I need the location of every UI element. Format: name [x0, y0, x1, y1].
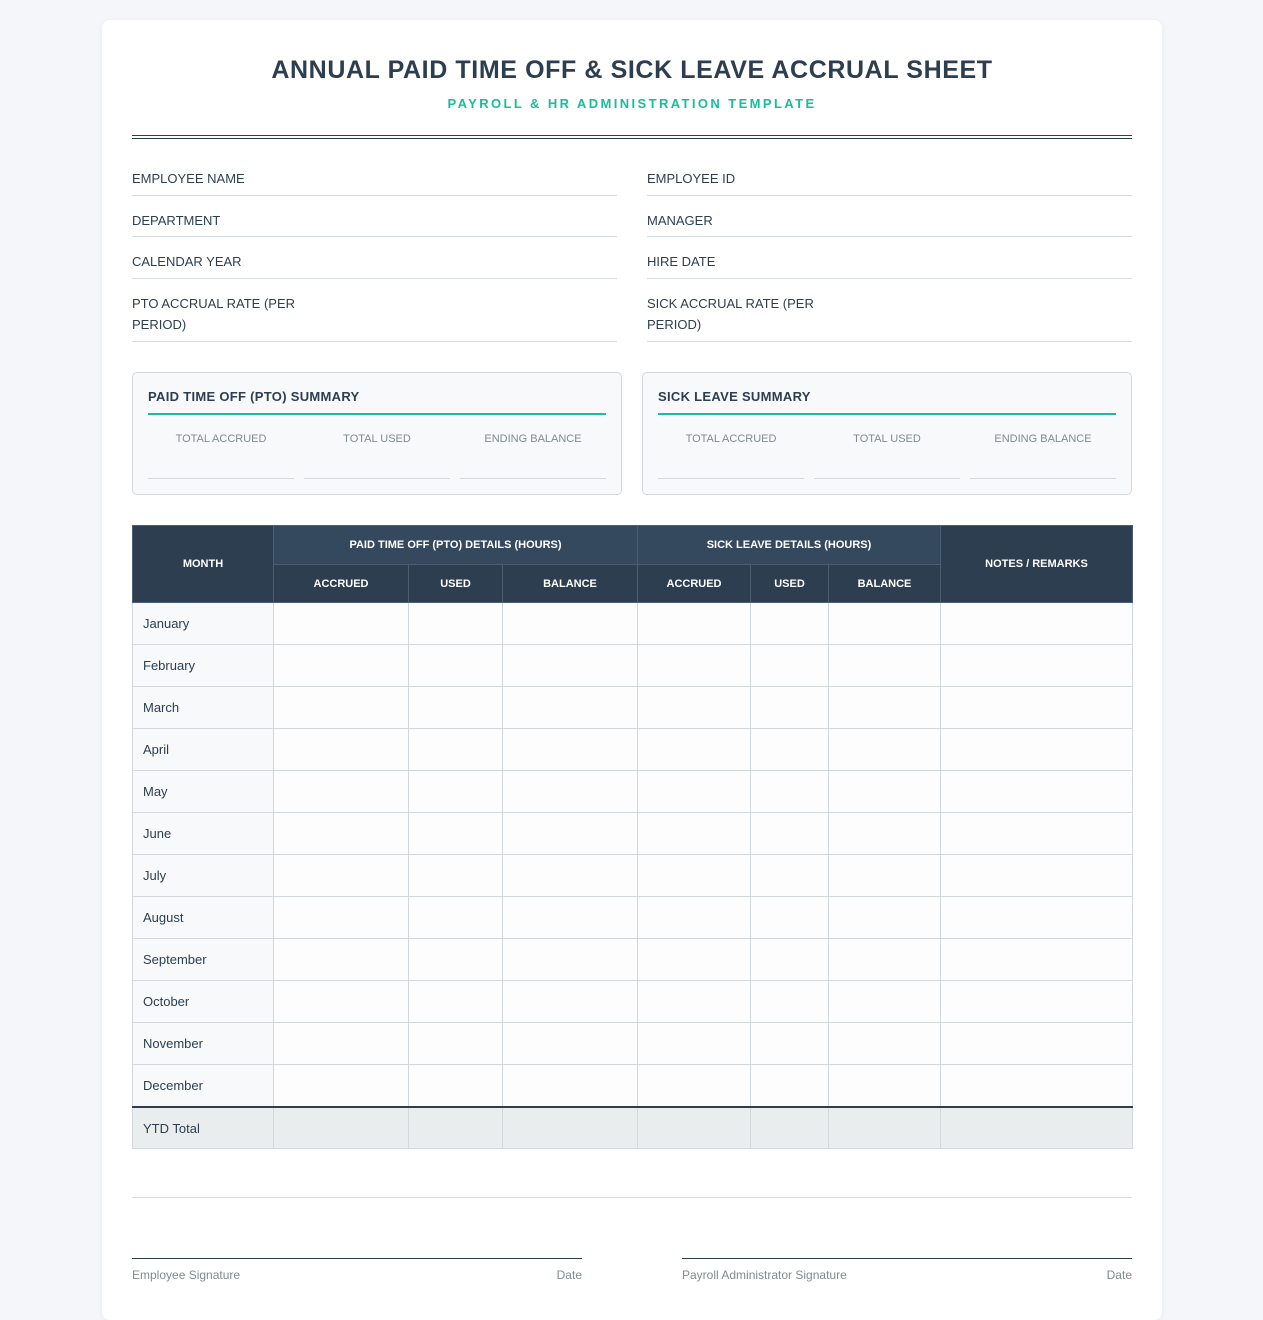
- notes-cell[interactable]: [941, 981, 1133, 1023]
- sick-accrued-cell[interactable]: [638, 939, 751, 981]
- pto-used-cell[interactable]: [409, 939, 503, 981]
- month-label: November: [133, 1023, 274, 1065]
- notes-cell[interactable]: [941, 603, 1133, 645]
- month-header: MONTH: [133, 526, 274, 603]
- employee-name-field[interactable]: [132, 168, 617, 196]
- table-row: [133, 981, 1133, 1023]
- sick-ending-balance[interactable]: [970, 433, 1116, 479]
- ytd-notes-cell[interactable]: [941, 1107, 1133, 1149]
- pto-summary-title: PAID TIME OFF (PTO) SUMMARY: [148, 389, 606, 415]
- signature-divider: [132, 1197, 1132, 1198]
- pto-accrued-cell[interactable]: [274, 603, 409, 645]
- pto-used-cell[interactable]: [409, 855, 503, 897]
- pto-accrued-cell[interactable]: [274, 729, 409, 771]
- pto-used-cell[interactable]: [409, 729, 503, 771]
- admin-date-label: Date: [1106, 1268, 1132, 1282]
- sick-accrued-cell[interactable]: [638, 603, 751, 645]
- sick-accrued-cell[interactable]: [638, 771, 751, 813]
- notes-cell[interactable]: [941, 1065, 1133, 1108]
- pto-ending-balance-label: ENDING BALANCE: [484, 433, 582, 445]
- sick-balance-cell[interactable]: [829, 897, 941, 939]
- sick-used-header: USED: [751, 565, 829, 603]
- sick-used-cell[interactable]: [751, 981, 829, 1023]
- sick-balance-cell[interactable]: [829, 939, 941, 981]
- notes-cell[interactable]: [941, 855, 1133, 897]
- employee-name-label: EMPLOYEE NAME: [132, 171, 245, 186]
- sick-accrued-cell[interactable]: [638, 981, 751, 1023]
- sick-balance-cell[interactable]: [829, 729, 941, 771]
- notes-cell[interactable]: [941, 813, 1133, 855]
- table-row: [133, 729, 1133, 771]
- hire-date-field[interactable]: [647, 251, 1132, 279]
- sick-balance-cell[interactable]: [829, 771, 941, 813]
- sick-used-cell[interactable]: [751, 1023, 829, 1065]
- month-label: January: [133, 603, 274, 645]
- page-title: ANNUAL PAID TIME OFF & SICK LEAVE ACCRUAL SHEET: [271, 56, 993, 84]
- pto-accrued-cell[interactable]: [274, 645, 409, 687]
- table-row: [133, 687, 1133, 729]
- sick-total-accrued-label: TOTAL ACCRUED: [685, 433, 777, 445]
- pto-accrued-cell[interactable]: [274, 939, 409, 981]
- sick-balance-cell[interactable]: [829, 687, 941, 729]
- ytd-pto-balance-cell[interactable]: [503, 1107, 638, 1149]
- sick-summary-card: [642, 372, 1132, 495]
- department-label: DEPARTMENT: [132, 213, 221, 228]
- sick-total-used[interactable]: [814, 433, 960, 479]
- sick-accrual-rate-field[interactable]: [647, 293, 1132, 342]
- pto-balance-cell[interactable]: [503, 729, 638, 771]
- month-label: August: [133, 897, 274, 939]
- month-label: December: [133, 1065, 274, 1108]
- notes-cell[interactable]: [941, 645, 1133, 687]
- pto-accrual-rate-field[interactable]: [132, 293, 617, 342]
- pto-balance-cell[interactable]: [503, 855, 638, 897]
- table-row: [133, 855, 1133, 897]
- pto-accrued-cell[interactable]: [274, 1023, 409, 1065]
- sick-used-cell[interactable]: [751, 897, 829, 939]
- pto-accrued-cell[interactable]: [274, 981, 409, 1023]
- sick-balance-cell[interactable]: [829, 1023, 941, 1065]
- pto-accrued-cell[interactable]: [274, 1065, 409, 1108]
- pto-balance-cell[interactable]: [503, 603, 638, 645]
- employee-date-label: Date: [556, 1268, 582, 1282]
- pto-used-cell[interactable]: [409, 981, 503, 1023]
- page-subtitle: PAYROLL & HR ADMINISTRATION TEMPLATE: [447, 96, 817, 111]
- month-label: February: [133, 645, 274, 687]
- month-label: March: [133, 687, 274, 729]
- ytd-total-label: YTD Total: [133, 1107, 274, 1149]
- pto-used-cell[interactable]: [409, 1065, 503, 1108]
- sick-accrued-cell[interactable]: [638, 1065, 751, 1108]
- title-divider: [132, 135, 1132, 139]
- sick-used-cell[interactable]: [751, 1065, 829, 1108]
- sick-used-cell[interactable]: [751, 603, 829, 645]
- pto-balance-cell[interactable]: [503, 1023, 638, 1065]
- pto-balance-cell[interactable]: [503, 1065, 638, 1108]
- pto-used-cell[interactable]: [409, 771, 503, 813]
- ytd-sick-accrued-cell[interactable]: [638, 1107, 751, 1149]
- table-row: [133, 645, 1133, 687]
- month-label: April: [133, 729, 274, 771]
- table-row: [133, 897, 1133, 939]
- month-label: July: [133, 855, 274, 897]
- sick-used-cell[interactable]: [751, 855, 829, 897]
- pto-accrued-cell[interactable]: [274, 813, 409, 855]
- pto-used-cell[interactable]: [409, 603, 503, 645]
- sick-balance-cell[interactable]: [829, 1065, 941, 1108]
- sick-accrued-cell[interactable]: [638, 1023, 751, 1065]
- notes-cell[interactable]: [941, 1023, 1133, 1065]
- manager-field[interactable]: [647, 210, 1132, 237]
- table-row: [133, 603, 1133, 645]
- notes-cell[interactable]: [941, 729, 1133, 771]
- accrual-table: [132, 525, 1133, 1149]
- employee-signature-line[interactable]: [132, 1258, 582, 1282]
- pto-balance-cell[interactable]: [503, 897, 638, 939]
- employee-signature-label: Employee Signature: [132, 1268, 241, 1282]
- table-row: [133, 771, 1133, 813]
- sick-used-cell[interactable]: [751, 729, 829, 771]
- ytd-pto-accrued-cell[interactable]: [274, 1107, 409, 1149]
- table-row: [133, 939, 1133, 981]
- pto-accrued-header: ACCRUED: [274, 565, 409, 603]
- sick-balance-cell[interactable]: [829, 603, 941, 645]
- sick-total-accrued[interactable]: [658, 433, 804, 479]
- sick-balance-cell[interactable]: [829, 981, 941, 1023]
- calendar-year-field[interactable]: [132, 251, 617, 279]
- sick-accrued-cell[interactable]: [638, 729, 751, 771]
- pto-used-cell[interactable]: [409, 897, 503, 939]
- admin-signature-label: Payroll Administrator Signature: [682, 1268, 847, 1282]
- sick-accrual-rate-label: SICK ACCRUAL RATE (PER PERIOD): [647, 296, 814, 332]
- pto-total-accrued[interactable]: [148, 433, 294, 479]
- pto-used-cell[interactable]: [409, 1023, 503, 1065]
- notes-cell[interactable]: [941, 939, 1133, 981]
- notes-cell[interactable]: [941, 897, 1133, 939]
- pto-used-header: USED: [409, 565, 503, 603]
- pto-used-cell[interactable]: [409, 687, 503, 729]
- pto-accrued-cell[interactable]: [274, 771, 409, 813]
- pto-summary-card: [132, 372, 622, 495]
- sick-used-cell[interactable]: [751, 687, 829, 729]
- month-label: September: [133, 939, 274, 981]
- pto-used-cell[interactable]: [409, 813, 503, 855]
- ytd-total-row: [133, 1107, 1133, 1149]
- table-row: [133, 1065, 1133, 1108]
- pto-balance-header: BALANCE: [503, 565, 638, 603]
- sick-accrued-header: ACCRUED: [638, 565, 751, 603]
- sick-used-cell[interactable]: [751, 939, 829, 981]
- month-label: May: [133, 771, 274, 813]
- ytd-sick-used-cell[interactable]: [751, 1107, 829, 1149]
- pto-ending-balance[interactable]: [460, 433, 606, 479]
- notes-header: NOTES / REMARKS: [941, 526, 1133, 603]
- pto-details-header: PAID TIME OFF (PTO) DETAILS (HOURS): [274, 526, 638, 565]
- pto-accrued-cell[interactable]: [274, 687, 409, 729]
- sick-accrued-cell[interactable]: [638, 645, 751, 687]
- pto-balance-cell[interactable]: [503, 645, 638, 687]
- sick-balance-cell[interactable]: [829, 813, 941, 855]
- sick-balance-header: BALANCE: [829, 565, 941, 603]
- pto-balance-cell[interactable]: [503, 813, 638, 855]
- sick-summary-title: SICK LEAVE SUMMARY: [658, 389, 1116, 415]
- pto-total-used-label: TOTAL USED: [343, 433, 411, 445]
- notes-cell[interactable]: [941, 771, 1133, 813]
- sick-used-cell[interactable]: [751, 813, 829, 855]
- sick-total-used-label: TOTAL USED: [853, 433, 921, 445]
- pto-accrual-rate-label: PTO ACCRUAL RATE (PER PERIOD): [132, 296, 296, 332]
- sick-used-cell[interactable]: [751, 645, 829, 687]
- employee-id-label: EMPLOYEE ID: [647, 171, 736, 186]
- pto-total-used[interactable]: [304, 433, 450, 479]
- table-row: [133, 1023, 1133, 1065]
- manager-label: MANAGER: [647, 213, 713, 228]
- sick-details-header: SICK LEAVE DETAILS (HOURS): [638, 526, 941, 565]
- pto-accrued-cell[interactable]: [274, 855, 409, 897]
- pto-balance-cell[interactable]: [503, 687, 638, 729]
- pto-balance-cell[interactable]: [503, 939, 638, 981]
- sick-balance-cell[interactable]: [829, 855, 941, 897]
- accrual-sheet: [102, 20, 1162, 1320]
- sick-accrued-cell[interactable]: [638, 855, 751, 897]
- month-label: June: [133, 813, 274, 855]
- pto-used-cell[interactable]: [409, 645, 503, 687]
- table-row: [133, 813, 1133, 855]
- sick-balance-cell[interactable]: [829, 645, 941, 687]
- ytd-pto-used-cell[interactable]: [409, 1107, 503, 1149]
- sick-accrued-cell[interactable]: [638, 897, 751, 939]
- department-field[interactable]: [132, 210, 617, 237]
- month-label: October: [133, 981, 274, 1023]
- hire-date-label: HIRE DATE: [647, 254, 716, 269]
- pto-balance-cell[interactable]: [503, 981, 638, 1023]
- sick-ending-balance-label: ENDING BALANCE: [994, 433, 1092, 445]
- pto-balance-cell[interactable]: [503, 771, 638, 813]
- calendar-year-label: CALENDAR YEAR: [132, 254, 242, 269]
- month-rows: [133, 603, 1133, 1108]
- pto-accrued-cell[interactable]: [274, 897, 409, 939]
- sick-accrued-cell[interactable]: [638, 687, 751, 729]
- sick-used-cell[interactable]: [751, 771, 829, 813]
- pto-total-accrued-label: TOTAL ACCRUED: [175, 433, 267, 445]
- notes-cell[interactable]: [941, 687, 1133, 729]
- employee-id-field[interactable]: [647, 168, 1132, 196]
- sick-accrued-cell[interactable]: [638, 813, 751, 855]
- admin-signature-line[interactable]: [682, 1258, 1132, 1282]
- ytd-sick-balance-cell[interactable]: [829, 1107, 941, 1149]
